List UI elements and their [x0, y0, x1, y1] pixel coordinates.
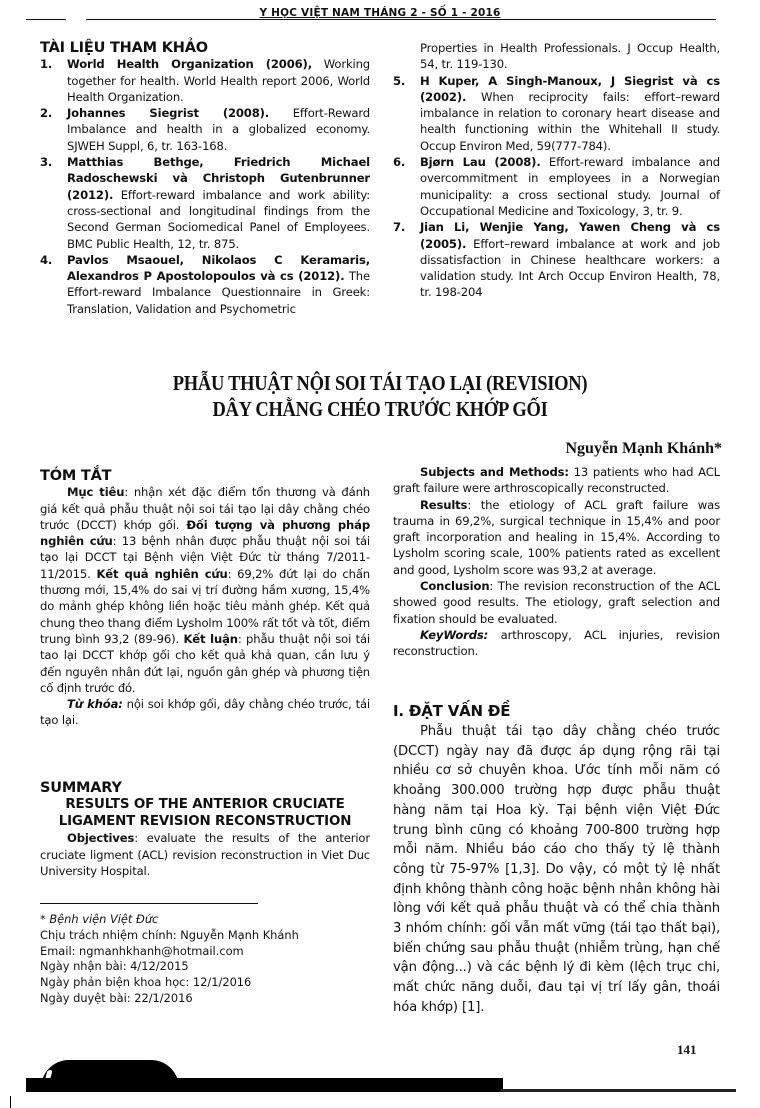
summary-methods: Subjects and Methods: 13 patients who had ACL graft failure were arthroscopically reconstructed. [393, 465, 720, 496]
summary-continued [393, 464, 720, 660]
abstract-vietnamese [40, 468, 370, 729]
summary-title: RESULTS OF THE ANTERIOR CRUCIATE LIGAMENT REVISION RECONSTRUCTION [58, 797, 352, 830]
reference-item: 4. Pavlos Msaouel, Nikolaos C Keramaris, Alexandros P Apostolopoulos và cs (2012). The Effort-reward Imbalance Questionnaire in Greek: Translation, Validation and Psychometric [40, 252, 370, 316]
reference-item: 3. Matthias Bethge, Friedrich Michael Radoschewski và Christoph Gutenbrunner (2012). Effort-reward imbalance and work ability: cross-sectional and longitudinal findings from the Second German Sociomedical Panel of Employees. BMC Public Health, 12, tr. 875. [40, 155, 370, 251]
summary-english [40, 780, 370, 879]
reference-item: 6. Bjørn Lau (2008). Effort-reward imbalance and overcommitment in employees in a Norwegian municipality: a cross sectional study. Journal of Occupational Medicine and Toxicology, 3, tr. 9. [393, 155, 720, 218]
introduction-paragraph: Phẫu thuật tái tạo dây chằng chéo trước (DCCT) ngày nay đã được áp dụng rộng rãi tại nhiều cơ sở chuyên khoa. Ước tính mỗi năm có khoảng 300.000 trường hợp được phẫu thuật hàng năm tại Hoa kỳ. Tại bệnh viện Việt Đức trung bình cũng có khoảng 700-800 trường hợp mỗi năm. Nhiều báo cáo cho thấy tỷ lệ thành công từ 75-97% [1,3]. Do vậy, có một tỷ lệ nhất định không thành công hoặc bệnh nhân không hài lòng với kết quả phẫu thuật và có thể chia thành 3 nhóm chính: gối vẫn mất vững (tái tạo thất bại), biến chứng sau phẫu thuật (nhiễm trùng, hạn chế vận động...) và các bệnh lý đi kèm (lệch trục chi, mất chức năng duỗi, đau tại vị trí lấy gân, thoái hóa khớp) [1]. [393, 724, 720, 1015]
summary-conclusion: Conclusion: The revision reconstruction of the ACL showed good results. The etiology, graft selection and fixation should be evaluated. [393, 579, 720, 626]
introduction-heading: I. ĐẶT VẤN ĐỀ [393, 702, 511, 720]
reference-item: 2. Johannes Siegrist (2008). Effort-Reward Imbalance and health in a globalized economy. SJWEH Suppl, 6, tr. 163-168. [40, 106, 371, 153]
introduction [393, 700, 720, 1018]
article-author: Nguyễn Mạnh Khánh* [565, 440, 722, 457]
summary-results: Results: the etiology of ACL graft failure was trauma in 69,2%, surgical technique in 15,4% and poor graft incorporation and healing in 15,4%. According to Lysholm scoring scale, 100% patients rated as excellent and good, Lysholm score was 93,2 at average. [393, 497, 720, 577]
references-right [393, 40, 720, 301]
summary-objectives: Objectives: evaluate the results of the anterior cruciate ligment (ACL) revision reconstruction in Viet Duc University Hospital. [40, 831, 370, 878]
page-number: 141 [677, 1042, 697, 1057]
abstract-paragraph: Mục tiêu: nhận xét đặc điểm tổn thương và đánh giá kết quả phẫu thuật nội soi tái tạo lại dây chằng chéo trước (DCCT) khớp gối. Đối tượng và phương pháp nghiên cứu: 13 bệnh nhân được phẫu thuật nội soi tái tạo lại DCCT tại Bệnh viện Việt Đức từ tháng 7/2011-11/2015. Kết quả nghiên cứu: 69,2% đứt lại do chấn thương mới, 15,4% do sai vị trí đường hầm xương, 15,4% do mảnh ghép không liền hoặc tiêu mảnh ghép. Kết quả chung theo thang điểm Lysholm 100% rất tốt và tốt, điểm trung bình 93,2 (89-96). Kết luận: phẫu thuật nội soi tái tao lại DCCT khớp gối cho kết quả khả quan, cần lưu ý đến nguyên nhân đứt lại, nguồn gân ghép và phương tiện cố định trước đó. [40, 485, 370, 695]
header-rule [86, 19, 716, 20]
summary-heading: SUMMARY [40, 780, 122, 796]
article-title-line2: DÂY CHẰNG CHÉO TRƯỚC KHỚP GỐI [212, 397, 548, 421]
footer-rule [500, 1089, 736, 1092]
keywords-vi: Từ khóa: nội soi khớp gối, dây chằng chéo trước, tái tạo lại. [40, 697, 371, 728]
references-heading: TÀI LIỆU THAM KHẢO [40, 40, 208, 56]
reference-item-continued: Properties in Health Professionals. J Occup Health, 54, tr. 119-130. [420, 41, 720, 72]
reference-item: 5. H Kuper, A Singh-Manoux, J Siegrist và cs (2002). When reciprocity fails: effort–reward imbalance in relation to coronary heart disease and health functioning within the Whitehall II study. Occup Environ Med, 59(777-784). [393, 73, 720, 153]
references-left [40, 40, 370, 317]
footnote: * Bệnh viện Việt Đức Chịu trách nhiệm chính: Nguyễn Mạnh Khánh Email: ngmanhkhanh@hotmail.com Ngày nhận bài: 4/12/2015 Ngày phản biện khoa học: 12/1/2016 Ngày duyệt bài: 22/1/2016 [40, 912, 299, 1005]
running-title: Y HỌC VIỆT NAM THÁNG 2 - SỐ 1 - 2016 [259, 7, 501, 19]
scan-mark [10, 1096, 11, 1108]
footnote-rule [40, 903, 258, 904]
article-title-line1: PHẪU THUẬT NỘI SOI TÁI TẠO LẠI (REVISION) [172, 371, 588, 395]
footer-bar [26, 1078, 503, 1092]
summary-keywords: KeyWords: arthroscopy, ACL injuries, revision reconstruction. [393, 627, 720, 659]
reference-item: 1. World Health Organization (2006), Working together for health. World Health report 2006, World Health Organization. [40, 57, 370, 104]
header-rule [26, 19, 66, 20]
abstract-heading: TÓM TẮT [40, 468, 112, 484]
reference-item: 7. Jian Li, Wenjie Yang, Yawen Cheng và cs (2005). Effort–reward imbalance at work and job dissatisfaction in Chinese healthcare workers: a validation study. Int Arch Occup Environ Health, 78, tr. 198-204 [393, 220, 720, 300]
